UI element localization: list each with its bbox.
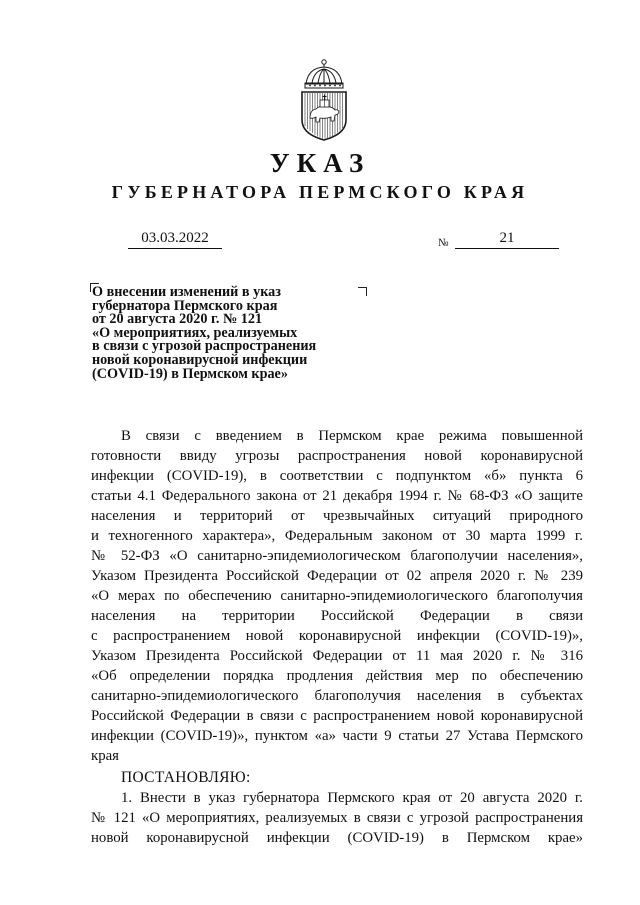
body-line: «О мерах по обеспечению санитарно-эпидемиологического благополучия — [91, 588, 583, 604]
document-subtitle: ГУБЕРНАТОРА ПЕРМСКОГО КРАЯ — [111, 182, 529, 202]
body-line: санитарно-эпидемиологического благополучия населения в субъектах — [91, 688, 583, 704]
body-line: и техногенного характера», Федеральным законом от 30 марта 1999 г. — [91, 528, 583, 544]
subject-line: «О мероприятиях, реализуемых — [92, 324, 298, 341]
body-line: края — [91, 748, 119, 764]
body-line: Указом Президента Российской Федерации от 02 апреля 2020 г. № 239 — [91, 568, 583, 584]
perm-krai-coat-of-arms-icon — [296, 58, 352, 142]
body-line: В связи с введением в Пермском крае режима повышенной — [121, 428, 583, 444]
document-date: 03.03.2022 — [128, 230, 222, 249]
document-subject — [92, 286, 362, 381]
item-line: 1. Внести в указ губернатора Пермского края от 20 августа 2020 г. — [121, 790, 583, 806]
item-line: № 121 «О мероприятиях, реализуемых в связи с угрозой распространения — [91, 810, 583, 826]
subject-line: от 20 августа 2020 г. № 121 — [92, 311, 263, 328]
body-line: «Об определении порядка продления действия мер по обеспечению — [91, 668, 583, 684]
document-body — [91, 426, 583, 848]
body-line: инфекции (COVID-19)», пунктом «а» части 9 статьи 27 Устава Пермского — [91, 728, 583, 744]
document-number: 21 — [455, 230, 559, 249]
document-number-label: № — [438, 237, 449, 249]
body-line: с распространением новой коронавирусной инфекции (COVID-19)», — [91, 628, 583, 644]
subject-line: (COVID-19) в Пермском крае» — [92, 365, 288, 382]
body-line: № 52-ФЗ «О санитарно-эпидемиологическом благополучии населения», — [91, 548, 583, 564]
body-line: Российской Федерации в связи с распространением новой коронавирусной — [91, 708, 583, 724]
body-line: инфекции (COVID-19), в соответствии с подпунктом «б» пункта 6 — [91, 468, 583, 484]
document-title: УКАЗ — [269, 148, 371, 178]
body-line: Указом Президента Российской Федерации от 11 мая 2020 г. № 316 — [91, 648, 583, 664]
subject-line: губернатора Пермского края — [92, 297, 278, 314]
body-line: статьи 4.1 Федерального закона от 21 декабря 1994 г. № 68-ФЗ «О защите — [91, 488, 583, 504]
decree-word: ПОСТАНОВЛЯЮ: — [121, 769, 251, 786]
subject-line: в связи с угрозой распространения — [92, 338, 317, 355]
body-line: населения на территории Российской Федерации в связи — [91, 608, 583, 624]
body-line: населения и территорий от чрезвычайных ситуаций природного — [91, 508, 583, 524]
body-line: готовности ввиду угрозы распространения новой коронавирусной — [91, 448, 583, 464]
item-line: новой коронавирусной инфекции (COVID-19) в Пермском крае» — [91, 830, 583, 846]
subject-line: О внесении изменений в указ — [92, 284, 281, 300]
subject-line: новой коронавирусной инфекции — [92, 351, 308, 368]
